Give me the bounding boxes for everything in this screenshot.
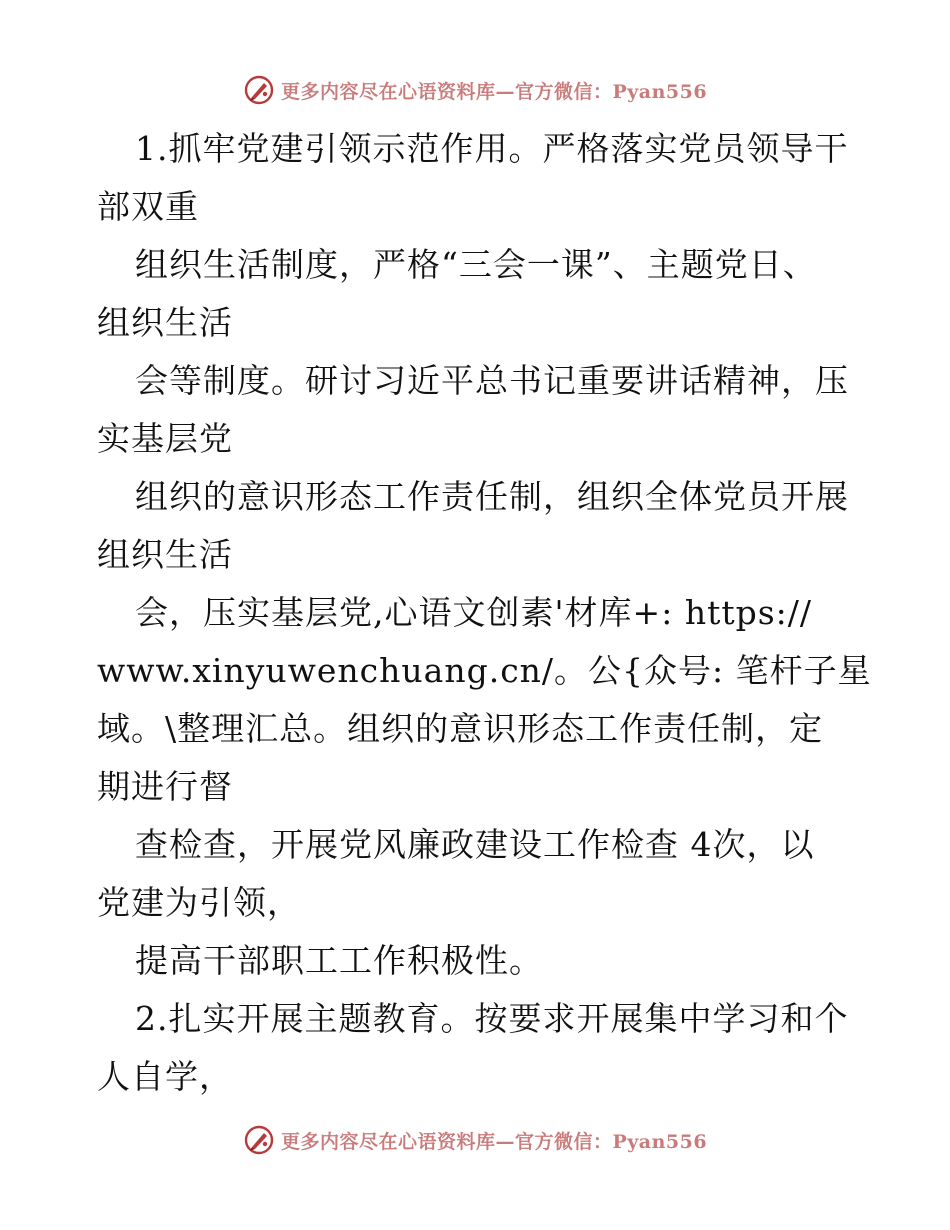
header-banner-inner <box>243 74 707 106</box>
text-line: 1.抓牢党建引领示范作用。严格落实党员领导干 <box>135 129 849 168</box>
footer-banner <box>0 1120 950 1160</box>
text-line: 组织生活 <box>97 303 233 342</box>
footer-banner-inner <box>243 1124 707 1156</box>
text-line: 会，压实基层党,心语文创素'材库+: https:// <box>135 593 813 632</box>
text-line: 2.扎实开展主题教育。按要求开展集中学习和个 <box>135 999 849 1038</box>
document-body <box>97 120 872 1106</box>
text-line: 组织的意识形态工作责任制，组织全体党员开展 <box>135 477 849 516</box>
pen-logo-icon <box>243 74 275 106</box>
header-banner-text: 更多内容尽在心语资料库—官方微信：Pyan556 <box>280 80 708 103</box>
text-line: 提高干部职工工作积极性。 <box>135 941 543 980</box>
text-line: 域。\整理汇总。组织的意识形态工作责任制，定 <box>97 709 824 748</box>
text-line: 部双重 <box>97 187 199 226</box>
text-line: 组织生活 <box>97 535 233 574</box>
pen-logo-icon <box>243 1124 275 1156</box>
text-line: 党建为引领， <box>97 883 301 922</box>
text-line: 组织生活制度，严格“三会一课”、主题党日、 <box>135 245 817 284</box>
text-line: 期进行督 <box>97 767 233 806</box>
text-line: 查检查，开展党风廉政建设工作检查 4次，以 <box>135 825 815 864</box>
text-line: 会等制度。研讨习近平总书记重要讲话精神，压 <box>135 361 849 400</box>
text-line: www.xinyuwenchuang.cn/。公{众号: 笔杆子星 <box>97 651 872 690</box>
header-banner <box>0 70 950 110</box>
text-line: 人自学， <box>97 1057 233 1096</box>
footer-banner-text: 更多内容尽在心语资料库—官方微信：Pyan556 <box>280 1130 708 1153</box>
text-line: 实基层党 <box>97 419 233 458</box>
